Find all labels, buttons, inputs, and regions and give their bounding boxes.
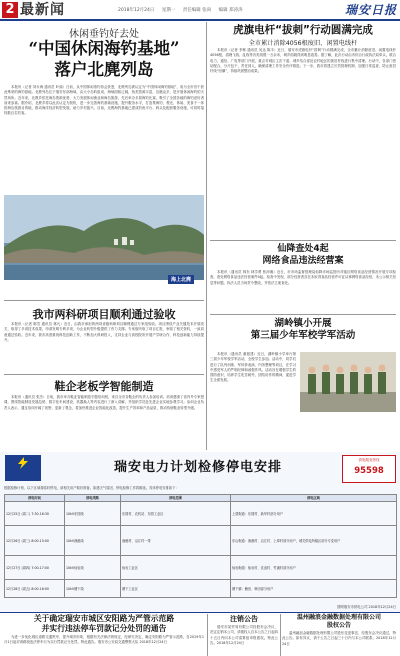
fraud-headline [210, 244, 396, 267]
header-rule [0, 19, 400, 21]
table-cell: 10kV塘下线 [65, 580, 121, 598]
grid-logo [5, 455, 41, 481]
column-divider [280, 614, 281, 656]
fishing-headline [4, 38, 204, 80]
coast-illustration [4, 195, 204, 280]
school-body: 本报讯（通讯员 谢振建）近日，湖岭镇小学举行第三届少年军校学军活动，全校学生参加。活动中，同学们进行了队列训练、军体拳表演、内务整理等项目，在学习中感受军人的严明纪律和顽强作风。活动旨在增强学生的国防意识，培养学生吃苦耐劳、团结协作的精神，促进学生全面发展。 [210, 352, 296, 383]
table-cell: 仙岩街道：仙岩村、沈岙村、竹溪村部分用户 [231, 556, 397, 580]
outage-table [4, 494, 397, 598]
fraud-headline-line1: 仙降查处4起 [277, 244, 329, 254]
designer-credit: 编辑 郑涛涛 [218, 8, 243, 13]
column-header: 停电区域 [231, 495, 397, 502]
fishing-body: 本报讯（记者 刘永海 通讯员 叶丽）日前，从中国休闲垂钓协会获悉，北麂列岛被认定为“中国休闲海钓基地”，成为全市首个获此殊荣的海钓基地。北麂列岛位于瑞安东部海域，由大小岛屿组成，海域面积辽阔，鱼类资源丰富，岛礁众多，是开展休闲海钓的天然场所。近年来，北麂乡依托海岛资源优势，大力发展休闲渔业和海岛旅游，先后举办多届海钓比赛，吸引了全国各地的海钓爱好者前来参赛。据介绍，北麂乡将以此次认定为契机，进一步完善海钓基础设施，提升服务水平，打造集海钓、观光、休闲、美食于一体的海岛旅游目的地，推动海洋经济转型发展，助力乡村振兴。目前，北麂海钓基地已建成钓鱼平台、码头及配套服务设施，可同时接待数百名钓客。 [4, 85, 204, 116]
divider [210, 314, 396, 315]
table-cell: 12月25日 (周二) 7:30-16:30 [5, 502, 65, 526]
outage-intro: 根据检修计划，以下区域将临时停电，请相关用户做好准备。如遇天气原因，停电检修工作将顺延。具体停电安排如下： [4, 486, 179, 490]
research-body: 本报讯（记者 陈雪 通讯员 林凡）近日，由我市承担的两项省级科研项目顺利通过专家组验收。项目围绕产业关键技术开展攻关，取得了多项技术成果，申请发明专利多项，为企业转型升级提供了有力支撑。专家组听取了项目汇报，审阅了相关资料，一致同意通过验收。近年来，我市高度重视科技创新工作，不断加大科研投入，支持企业与高校院所开展产学研合作，科技创新能力持续提升。 [4, 322, 204, 342]
table-cell: 仙岩工业区 [121, 556, 231, 580]
divider [0, 612, 400, 613]
page-header [0, 0, 400, 20]
table-cell: 渔港村、沿江村一带 [121, 526, 231, 556]
issue-date: 2018年12月24日 [118, 8, 155, 13]
fraud-body: 本报讯（通讯员 林东 林学勇 张沛湘）近日，市市场监督管理局仙降市场监管所对辖区网络食品经营情况开展专项检查，查处网络食品违法经营案件4起。检查中发现，部分经营者存在未取得食品经营许可证从事网络食品经营、未公示相关信息等问题。执法人员当场责令整改，并依法立案查处。 [210, 270, 396, 285]
company-notice-headline [282, 614, 396, 629]
divider [4, 300, 204, 301]
table-cell: 东山街道：渔港村、沿江村、上埠村部分用户，城关供电所辖区部分专变用户 [231, 526, 397, 556]
editor-credit: 责任编辑 张尚 [182, 8, 212, 13]
fishing-headline-line1: “中国休闲海钓基地” [28, 39, 180, 58]
page-number: 2 [2, 2, 18, 18]
column-divider [207, 614, 208, 656]
divider [4, 374, 204, 375]
research-headline: 我市两科研项目顺利通过验收 [32, 308, 176, 321]
photo-caption: 海上北麂 [168, 275, 194, 284]
column-header: 停电线路 [65, 495, 121, 502]
fishing-kicker: 休闲垂钓好去处 [69, 29, 139, 40]
table-cell: 12月28日 (周五) 8:00-16:00 [5, 580, 65, 598]
lightning-icon [15, 457, 31, 469]
company-notice-line2: 股权公告 [326, 621, 351, 629]
campaign-subtitle: 全市累计消除4056根废旧、闲置电线杆 [248, 40, 358, 47]
table-cell: 12月26日 (周三) 8:00-15:00 [5, 526, 65, 556]
outage-signature: 国网瑞安市供电公司 2018年12月24日 [336, 605, 396, 609]
table-cell: 10kV东园线 [65, 502, 121, 526]
school-headline [210, 318, 396, 342]
parking-notice-line2: 并实行违法停车罚款记分处罚的通告 [41, 623, 167, 633]
column-header: 停电范围 [121, 495, 231, 502]
column-header: 停电时间 [5, 495, 65, 502]
table-header-row [5, 495, 397, 502]
parking-notice-line1: 关于确定瑞安市城区安阳路为严管示范路 [33, 614, 175, 623]
outage-headline: 瑞安电力计划检修停电安排 [113, 460, 282, 475]
table-cell: 塘下工业区 [121, 580, 231, 598]
table-cell: 塘下镇：鲍田、韩田部分用户 [231, 580, 397, 598]
hotline-number: 95598 [354, 466, 384, 476]
column-divider [206, 22, 207, 450]
issue-weekday: 星期一 [161, 8, 176, 13]
cancel-notice-body: 瑞安市某贸易有限公司经股东会决议，决定注销本公司，请债权人自本公告之日起四十五日内向本公司清算组申报债权。特此公告。2018年12月24日 [210, 625, 278, 645]
table-cell: 10kV渔港线 [65, 526, 121, 556]
school-headline-line2: 第三届少年军校学军活动 [250, 330, 356, 341]
parking-notice-headline [4, 614, 204, 633]
cancel-notice-headline: 注销公告 [230, 615, 258, 623]
shoes-headline: 鞋企老板学智能制造 [54, 380, 154, 393]
table-row [5, 502, 397, 526]
header-meta [118, 7, 249, 13]
divider [210, 240, 396, 241]
campaign-headline: 虎旗电杆“拔刺”行动圆满完成 [233, 24, 373, 36]
campaign-body: 本报讯（记者 李林 通讯员 吴达 陈丰）近日，瑞安市虎旗电杆“拔刺”行动圆满完成，全市累计消除废旧、闲置电线杆4056根，清理飞线、乱线等各类线缆一万余米，城乡面貌得到明显改善。据了解，此次行动由市综合行政执法局牵头，联合电力、通信、广电等部门开展，重点对城区主次干道、城乡结合部及农村地区的废旧杆线进行集中清理。行动中，各部门密切配合，分片包干，责任到人，确保清理工作安全有序推进。下一步，我市将建立长效管理机制，加强日常巡查，防止废旧杆线“回潮”，持续巩固整治成果。 [210, 48, 396, 74]
table-cell: 东园村、农机站、东园工业区 [121, 502, 231, 526]
table-cell: 上望街道：东园村、新华村部分用户 [231, 502, 397, 526]
hotline-label: 供电服务热线 [358, 458, 380, 462]
table-cell: 12月27日 (周四) 7:00-17:00 [5, 556, 65, 580]
company-notice-body: 温州融浪金融数据处理有限公司股东变更事宜，经股东会决议通过，特此公告。如有异议，请于公告之日起三十日内与本公司联系。2018年12月24日 [282, 631, 396, 646]
section-name: 最新闻 [20, 2, 65, 18]
table-cell: 10kV仙岩线 [65, 556, 121, 580]
newspaper-logo: 瑞安日报 [344, 3, 397, 17]
table-row [5, 580, 397, 598]
service-hotline [342, 455, 396, 483]
parking-notice-body: 为进一步优化城区道路交通秩序，提升城市形象，根据有关法律法规规定，经研究决定，确定安阳路为严管示范路，自2019年1月1日起对该路段违法停车行为实行罚款记分处罚。特此通告。瑞安市公安局交通警察大队 2018年12月24日 [4, 635, 204, 645]
shoes-body: 本报讯（通讯员 张杰）日前，我市举办鞋业智能制造专题培训班，来自全市各鞋企的负责人参加培训。培训邀请了省内外专家授课，围绕智能制造发展趋势、数字化车间建设、机器换人等内容进行了深入讲解，并组织学员赴先进企业实地参观学习。参训企业负责人表示，通过培训开阔了视野，更新了观念，将加快推进企业智能化改造，提升生产效率和产品品质，推动传统鞋业转型升级。 [4, 395, 204, 410]
fishing-headline-line2: 落户北麂列岛 [54, 60, 154, 79]
company-notice-line1: 温州融浪金融数据处理有限公司 [296, 614, 381, 621]
table-row [5, 526, 397, 556]
cadets-illustration [300, 352, 396, 412]
school-headline-line1: 湖岭镇小开展 [274, 318, 332, 329]
fraud-headline-line2: 网络食品违法经营案 [262, 255, 344, 266]
table-row [5, 556, 397, 580]
coast-photo [4, 195, 204, 280]
cadets-photo [300, 352, 396, 412]
